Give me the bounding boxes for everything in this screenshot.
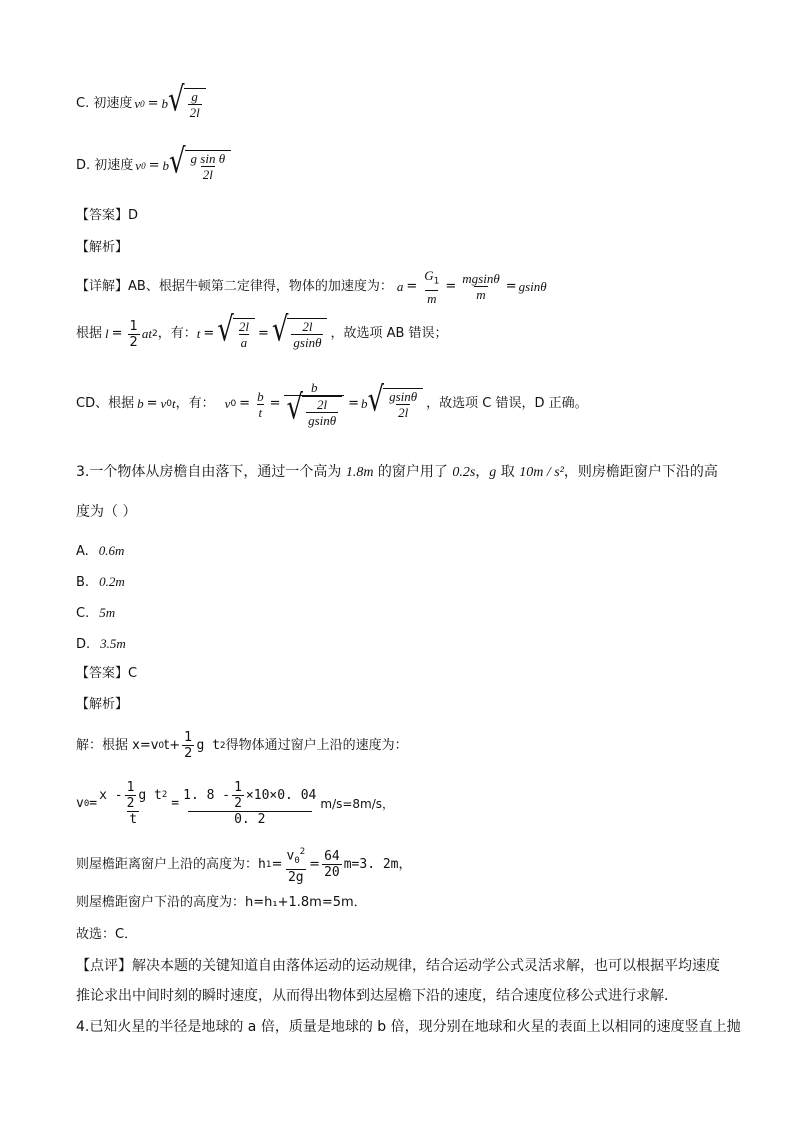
solution-line-1: 解：根据 x=v 0 t+ $\frac{1}{2}$ g t 2 得物体通过窗户上沿的速度为： xyxy=(76,730,408,761)
sqrt-expression: √ $\frac{g}{2l}$ xyxy=(168,88,206,120)
option-d-q3: D. 3.5m xyxy=(76,636,126,652)
option-c-q3: C. 5m xyxy=(76,605,116,621)
derivation-line-3: CD、根据 b = v 0 t ，有： v 0 = $\frac{b}{t}$ = b √ $\frac{2l}{gsin\theta}$ = b √ $\frac{gsin\theta}{2l}$ ，故选项 C 错误，D 正确。 xyxy=(76,380,588,428)
solution-line-2: v 0 = x - $\frac{1}{2}$ g t 2 t = 1. 8 - $\frac{1}{2}$ ×10×0. 04 0. 2 m/s=8m/s， xyxy=(76,780,395,827)
analysis-heading: 【解析】 xyxy=(76,240,129,255)
option-c: C. 初速度 v 0 = b √ $\frac{g}{2l}$ xyxy=(76,88,206,120)
solution-line-5: 故选：C． xyxy=(76,927,138,942)
question-4-stem: 4.已知火星的半径是地球的 a 倍，质量是地球的 b 倍，现分别在地球和火星的表面上以相同的速度竖直上抛 xyxy=(76,1019,741,1035)
option-b: B. 0.2m xyxy=(76,574,125,590)
solution-line-4: 则屋檐距窗户下沿的高度为：h=h₁+1.8m=5m． xyxy=(76,895,367,910)
answer-line-q3: 【答案】C xyxy=(76,666,138,681)
detail-line: 【详解】 AB、根据牛顿第二定律得，物体的加速度为： a = $\frac{G_1}{m}$ = $\frac{mgsin\theta}{m}$ = gsinθ xyxy=(76,268,547,306)
comment-line-2: 推论求出中间时刻的瞬时速度，从而得出物体到达屋檐下沿的速度，结合速度位移公式进行求解． xyxy=(76,988,678,1004)
option-d: D. 初速度 v 0 = b √ $\frac{\text{g sin θ}}{2l}$ xyxy=(76,150,231,182)
derivation-line-2: 根据 l = $\frac{1}{2}$ at 2 ，有： t = √ $\frac{2l}{a}$ = √ $\frac{2l}{gsin\theta}$ ，故选项 AB 错误； xyxy=(76,310,448,350)
answer-line: 【答案】D xyxy=(76,208,139,223)
question-3-stem: 3.一个物体从房檐自由落下，通过一个高为 1.8m 的窗户用了 0.2s，g 取 10m / s²，则房檐距窗户下沿的高 xyxy=(76,464,718,480)
question-3-stem-line2: 度为（ ） xyxy=(76,504,137,520)
option-a: A. 0.6m xyxy=(76,543,125,559)
comment-line-1: 【点评】解决本题的关键知道自由落体运动的运动规律，结合运动学公式灵活求解，也可以根据平均速度 xyxy=(76,958,720,974)
analysis-heading-q3: 【解析】 xyxy=(76,697,129,712)
sqrt-expression: √ $\frac{\text{g sin θ}}{2l}$ xyxy=(169,150,231,182)
solution-line-3: 则屋檐距离窗户上沿的高度为： h 1 = $\frac{v_0^2}{2g}$ = $\frac{64}{20}$ m=3. 2m， xyxy=(76,847,412,885)
